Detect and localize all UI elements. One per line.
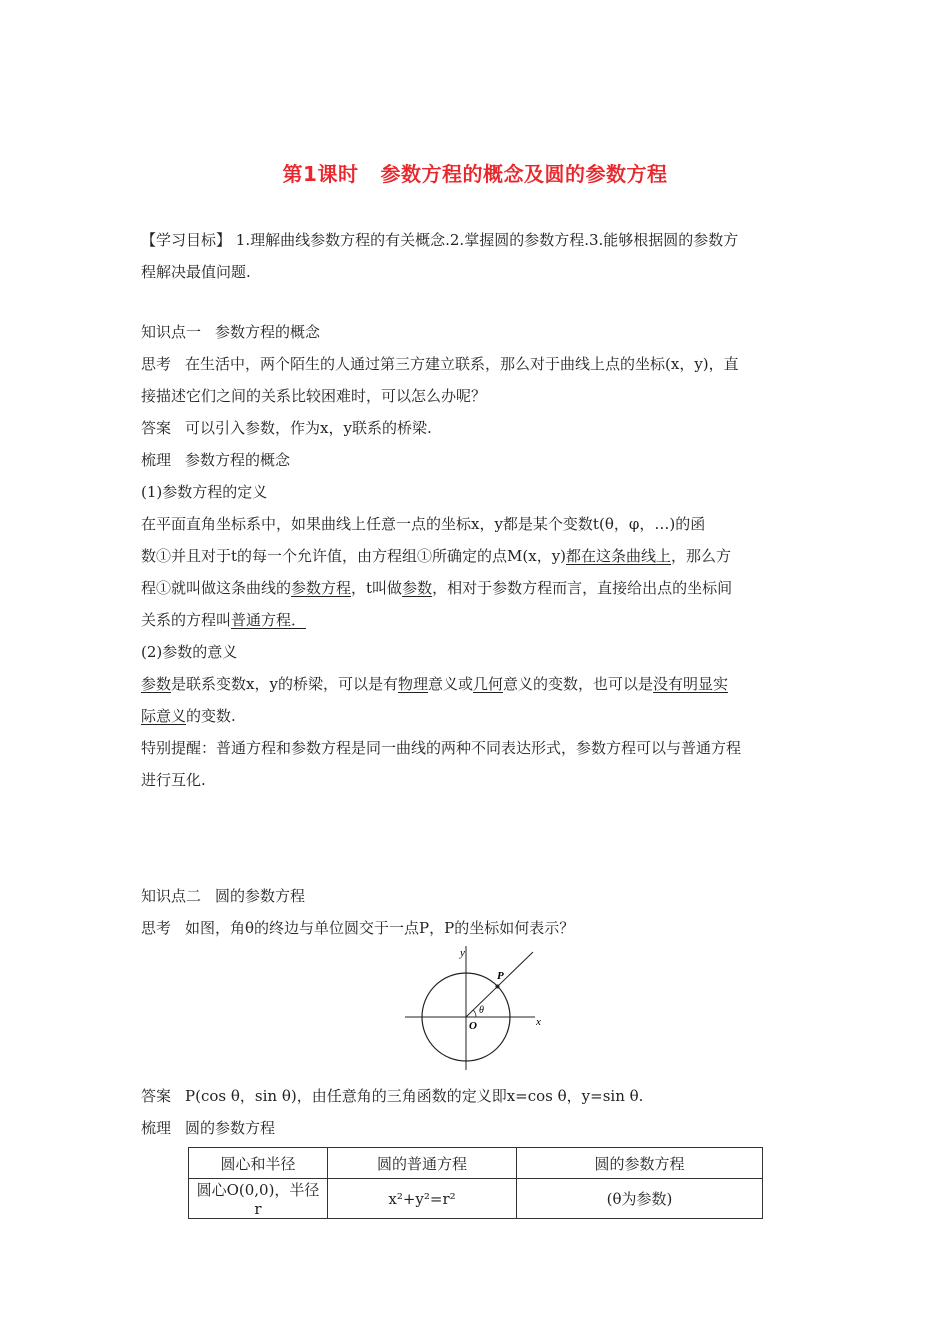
k1-think-line-1: 思考 在生活中，两个陌生的人通过第三方建立联系，那么对于曲线上点的坐标(x，y)，直 (141, 355, 739, 373)
section-2-heading: 知识点二 圆的参数方程 (141, 887, 306, 905)
meaning-heading: (2)参数的意义 (141, 643, 238, 661)
blank-param: 参数 (402, 579, 433, 597)
k1-answer: 答案 可以引入参数，作为x，y联系的桥梁. (141, 419, 432, 437)
p-label: P (497, 970, 504, 982)
lesson-topic: 参数方程的概念及圆的参数方程 (380, 162, 668, 186)
table-cell: (θ为参数) (517, 1179, 763, 1219)
blank-general-eq: 普通方程． (231, 611, 307, 629)
k1-think-line-2: 接描述它们之间的关系比较困难时，可以怎么办呢？ (141, 387, 487, 405)
x-axis-label: x (536, 1016, 541, 1028)
terminal-side (466, 952, 533, 1017)
table-header: 圆心和半径 (189, 1148, 328, 1179)
origin-label: O (469, 1020, 477, 1032)
y-axis-label: y (460, 947, 465, 959)
blank-param-eq: 参数方程 (291, 579, 352, 597)
point-p (496, 985, 500, 989)
meaning-line-2: 际意义的变数. (141, 707, 236, 725)
tip-line-1: 特别提醒：普通方程和参数方程是同一曲线的两种不同表达形式，参数方程可以与普通方程 (141, 739, 742, 757)
objectives-line-2: 程解决最值问题. (141, 263, 251, 281)
k1-sort: 梳理 参数方程的概念 (141, 451, 291, 469)
k2-think: 思考 如图，角θ的终边与单位圆交于一点P，P的坐标如何表示？ (141, 919, 575, 937)
definition-line-1: 在平面直角坐标系中，如果曲线上任意一点的坐标x，y都是某个变数t(θ，φ，…)的函 (141, 515, 706, 533)
section-1-heading: 知识点一 参数方程的概念 (141, 323, 321, 341)
table-cell: 圆心O(0,0)，半径r (189, 1179, 328, 1219)
angle-arc (473, 1010, 476, 1017)
objectives-line-1: 【学习目标】 1.理解曲线参数方程的有关概念.2.掌握圆的参数方程.3.能够根据圆的参数方 (141, 231, 739, 249)
circle-equation-table (188, 1147, 763, 1219)
blank-on-curve: 都在这条曲线上 (566, 547, 672, 565)
definition-line-4: 关系的方程叫普通方程． (141, 611, 307, 629)
meaning-line-1: 参数是联系变数x，y的桥梁，可以是有物理意义或几何意义的变数，也可以是没有明显实 (141, 675, 729, 693)
definition-line-3: 程①就叫做这条曲线的参数方程，t叫做参数，相对于参数方程而言，直接给出点的坐标间 (141, 579, 733, 597)
k2-answer: 答案 P(cos θ，sin θ)，由任意角的三角函数的定义即x=cos θ，y=sin θ. (141, 1087, 644, 1105)
unit-circle-figure (400, 942, 550, 1072)
table-row (189, 1179, 763, 1219)
page-title (0, 158, 950, 187)
table-header: 圆的普通方程 (328, 1148, 517, 1179)
table-cell: x²+y²=r² (328, 1179, 517, 1219)
definition-line-2: 数①并且对于t的每一个允许值，由方程组①所确定的点M(x，y)都在这条曲线上，那么方 (141, 547, 732, 565)
definition-heading: (1)参数方程的定义 (141, 483, 268, 501)
objectives-tag: 【学习目标】 (141, 231, 232, 249)
theta-label: θ (479, 1005, 484, 1016)
tip-line-2: 进行互化. (141, 771, 206, 789)
k2-sort: 梳理 圆的参数方程 (141, 1119, 276, 1137)
lesson-number: 第1课时 (282, 162, 359, 186)
table-header: 圆的参数方程 (517, 1148, 763, 1179)
table-header-row (189, 1148, 763, 1179)
